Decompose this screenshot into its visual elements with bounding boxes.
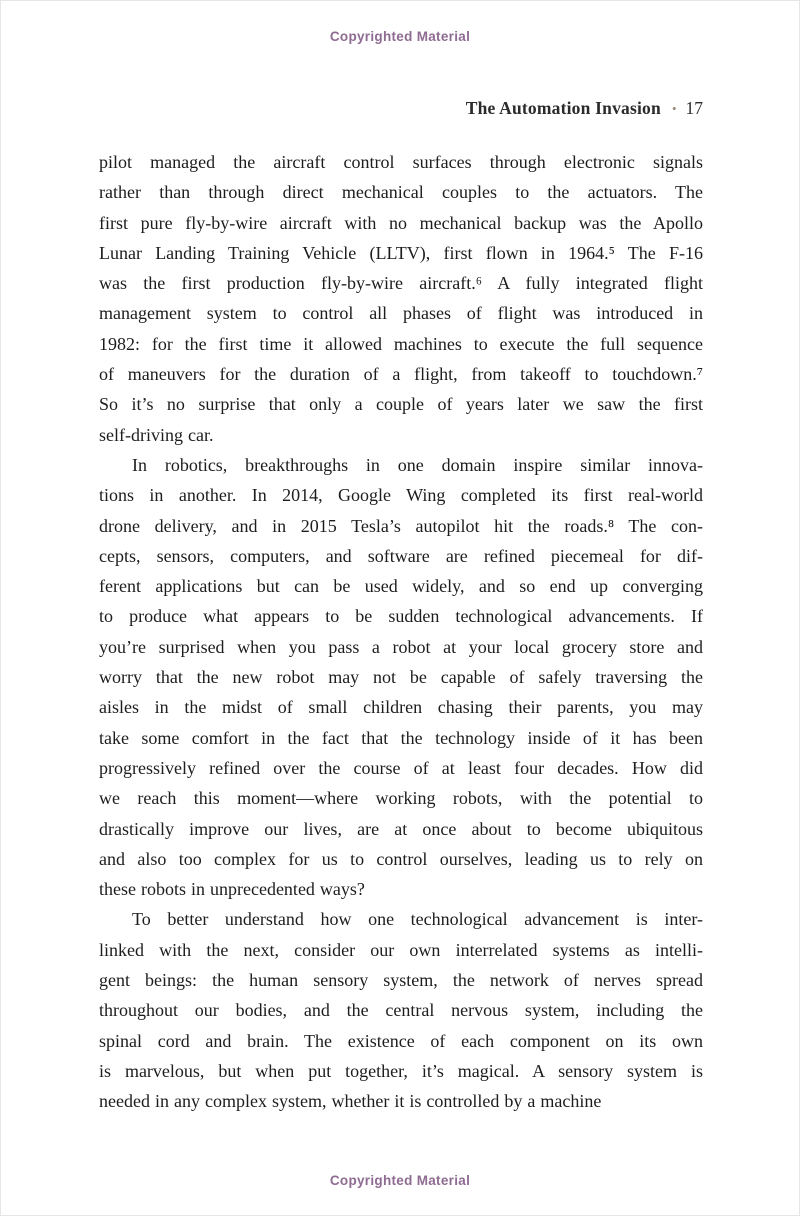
text-line: was the first production fly-by-wire aircraft.⁶ A fully integrated flight <box>99 273 703 294</box>
text-line: gent beings: the human sensory system, the network of nerves spread <box>99 970 703 991</box>
text-line: progressively refined over the course of at least four decades. How did <box>99 757 703 778</box>
text-line: to produce what appears to be sudden technological advancements. If <box>99 606 703 627</box>
separator-dot-icon: • <box>671 101 677 116</box>
text-line: tions in another. In 2014, Google Wing completed its first real-world <box>99 485 703 506</box>
running-head <box>99 98 703 119</box>
text-line: drone delivery, and in 2015 Tesla’s autopilot hit the roads.⁸ The con- <box>99 515 703 536</box>
text-line: first pure fly-by-wire aircraft with no mechanical backup was the Apollo <box>99 212 703 233</box>
text-line: of maneuvers for the duration of a flight, from takeoff to touchdown.⁷ <box>99 364 703 385</box>
text-line: worry that the new robot may not be capable of safely traversing the <box>99 667 703 688</box>
copyright-notice-top: Copyrighted Material <box>329 29 471 44</box>
page-number: 17 <box>685 98 703 118</box>
text-line: rather than through direct mechanical couples to the actuators. The <box>99 182 703 203</box>
text-line: you’re surprised when you pass a robot at your local grocery store and <box>99 636 703 657</box>
paragraph <box>99 147 703 450</box>
text-line: we reach this moment—where working robots, with the potential to <box>99 788 703 809</box>
text-line: In robotics, breakthroughs in one domain inspire similar innova- <box>132 454 703 475</box>
text-line: 1982: for the first time it allowed machines to execute the full sequence <box>99 333 703 354</box>
body-text <box>99 147 703 1117</box>
text-line: cepts, sensors, computers, and software are refined piecemeal for dif- <box>99 545 703 566</box>
text-line: throughout our bodies, and the central nervous system, including the <box>99 1000 703 1021</box>
text-line: these robots in unprecedented ways? <box>99 879 365 900</box>
text-line: and also too complex for us to control ourselves, leading us to rely on <box>99 848 703 869</box>
text-line: management system to control all phases of flight was introduced in <box>99 303 703 324</box>
text-line: drastically improve our lives, are at once about to become ubiquitous <box>99 818 703 839</box>
text-line: spinal cord and brain. The existence of each component on its own <box>99 1030 703 1051</box>
text-line: linked with the next, consider our own interrelated systems as intelli- <box>99 939 703 960</box>
text-line: is marvelous, but when put together, it’s magical. A sensory system is <box>99 1060 703 1081</box>
paragraph <box>99 904 703 1116</box>
text-line: So it’s no surprise that only a couple of years later we saw the first <box>99 394 703 415</box>
paragraph <box>99 450 703 904</box>
text-line: self-driving car. <box>99 424 214 445</box>
copyright-notice-bottom: Copyrighted Material <box>329 1173 471 1188</box>
text-line: aisles in the midst of small children chasing their parents, you may <box>99 697 703 718</box>
text-line: needed in any complex system, whether it is controlled by a machine <box>99 1091 602 1112</box>
running-head-title: The Automation Invasion <box>465 98 661 118</box>
text-line: Lunar Landing Training Vehicle (LLTV), first flown in 1964.⁵ The F-16 <box>99 242 703 263</box>
text-line: pilot managed the aircraft control surfaces through electronic signals <box>99 152 703 172</box>
text-line: take some comfort in the fact that the technology inside of it has been <box>99 727 703 748</box>
text-line: ferent applications but can be used widely, and so end up converging <box>99 576 703 597</box>
text-line: To better understand how one technological advancement is inter- <box>132 909 703 930</box>
